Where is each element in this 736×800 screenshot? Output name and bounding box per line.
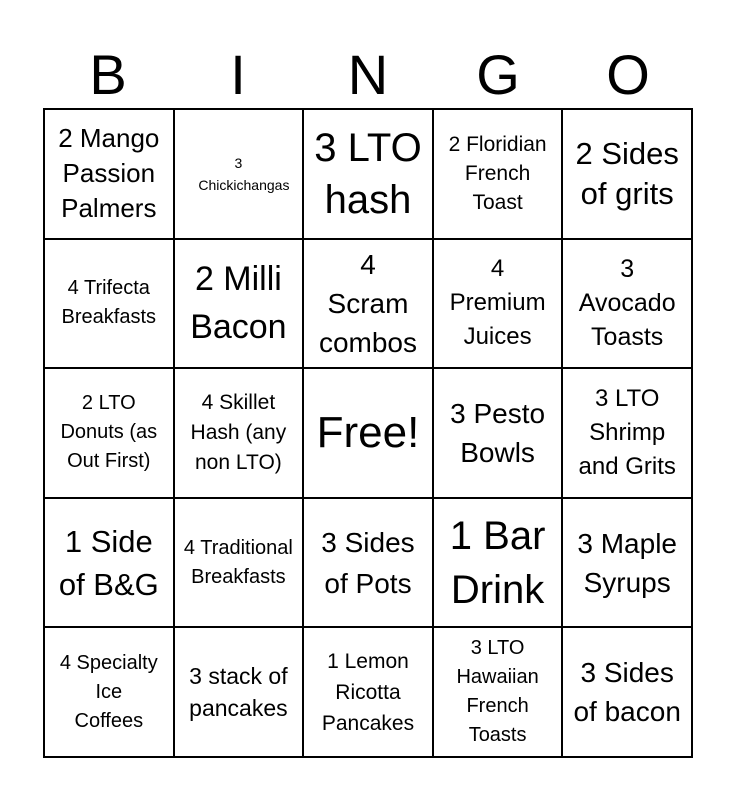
bingo-cell[interactable]: [174, 627, 304, 757]
cell-text: 3 Avocado Toasts: [578, 255, 676, 352]
free-space: Free!: [316, 407, 420, 457]
cell-text: 1 Lemon Ricotta Pancakes: [321, 649, 415, 735]
cell-text: 3 Maple Syrups: [577, 527, 677, 598]
bingo-cell[interactable]: [433, 109, 563, 239]
bingo-cell[interactable]: [303, 627, 433, 757]
cell-text: 3 Sides of bacon: [573, 657, 681, 728]
cell-text: 4 Specialty Ice Coffees: [59, 651, 158, 732]
cell-text: 4 Trifecta Breakfasts: [61, 277, 157, 329]
bingo-cell[interactable]: [44, 109, 174, 239]
header-letter-b: B: [89, 43, 127, 106]
bingo-cell[interactable]: [433, 368, 563, 498]
bingo-cell[interactable]: [562, 627, 692, 757]
cell-text: 3 LTO Shrimp and Grits: [578, 384, 676, 480]
bingo-cell[interactable]: [44, 627, 174, 757]
bingo-cell[interactable]: [562, 239, 692, 369]
bingo-cell[interactable]: [303, 368, 433, 498]
cell-text: 3 Pesto Bowls: [450, 397, 546, 468]
cell-text: 2 Milli Bacon: [190, 260, 287, 347]
bingo-card: [43, 108, 693, 758]
bingo-cell[interactable]: [174, 109, 304, 239]
cell-text: 1 Side of B&G: [58, 523, 159, 602]
header-letter-o: O: [606, 43, 650, 106]
bingo-cell[interactable]: [44, 368, 174, 498]
cell-text: 2 LTO Donuts (as Out First): [60, 392, 158, 473]
bingo-cell[interactable]: [303, 109, 433, 239]
cell-text: 1 Bar Drink: [449, 513, 546, 612]
header-letter-g: G: [476, 43, 520, 106]
cell-text: 3 stack of pancakes: [189, 663, 288, 722]
bingo-cell[interactable]: [174, 498, 304, 628]
bingo-cell[interactable]: [44, 239, 174, 369]
bingo-cell[interactable]: [174, 368, 304, 498]
cell-text: 4 Skillet Hash (any non LTO): [190, 390, 287, 474]
header-letter-i: I: [230, 43, 246, 106]
cell-text: 2 Sides of grits: [575, 135, 679, 211]
bingo-cell[interactable]: [303, 498, 433, 628]
bingo-cell[interactable]: [303, 239, 433, 369]
bingo-cell[interactable]: [562, 109, 692, 239]
bingo-cell[interactable]: [433, 498, 563, 628]
cell-text: 3 LTO Hawaiian French Toasts: [456, 637, 539, 747]
cell-text: 2 Floridian French Toast: [448, 133, 547, 215]
cell-text: 3 Chickichangas: [198, 154, 290, 193]
bingo-cell[interactable]: [174, 239, 304, 369]
cell-text: 4 Premium Juices: [449, 255, 546, 351]
header-letter-n: N: [347, 43, 389, 106]
bingo-cell[interactable]: [562, 498, 692, 628]
bingo-cell[interactable]: [433, 627, 563, 757]
cell-text: 3 Sides of Pots: [321, 526, 415, 599]
bingo-cell[interactable]: [562, 368, 692, 498]
cell-text: 4 Traditional Breakfasts: [183, 536, 293, 588]
bingo-header: [43, 42, 693, 108]
bingo-cell[interactable]: [44, 498, 174, 628]
cell-text: 4 Scram combos: [318, 248, 417, 358]
cell-text: 3 LTO hash: [314, 125, 422, 222]
cell-text: 2 Mango Passion Palmers: [58, 123, 160, 224]
bingo-cell[interactable]: [433, 239, 563, 369]
